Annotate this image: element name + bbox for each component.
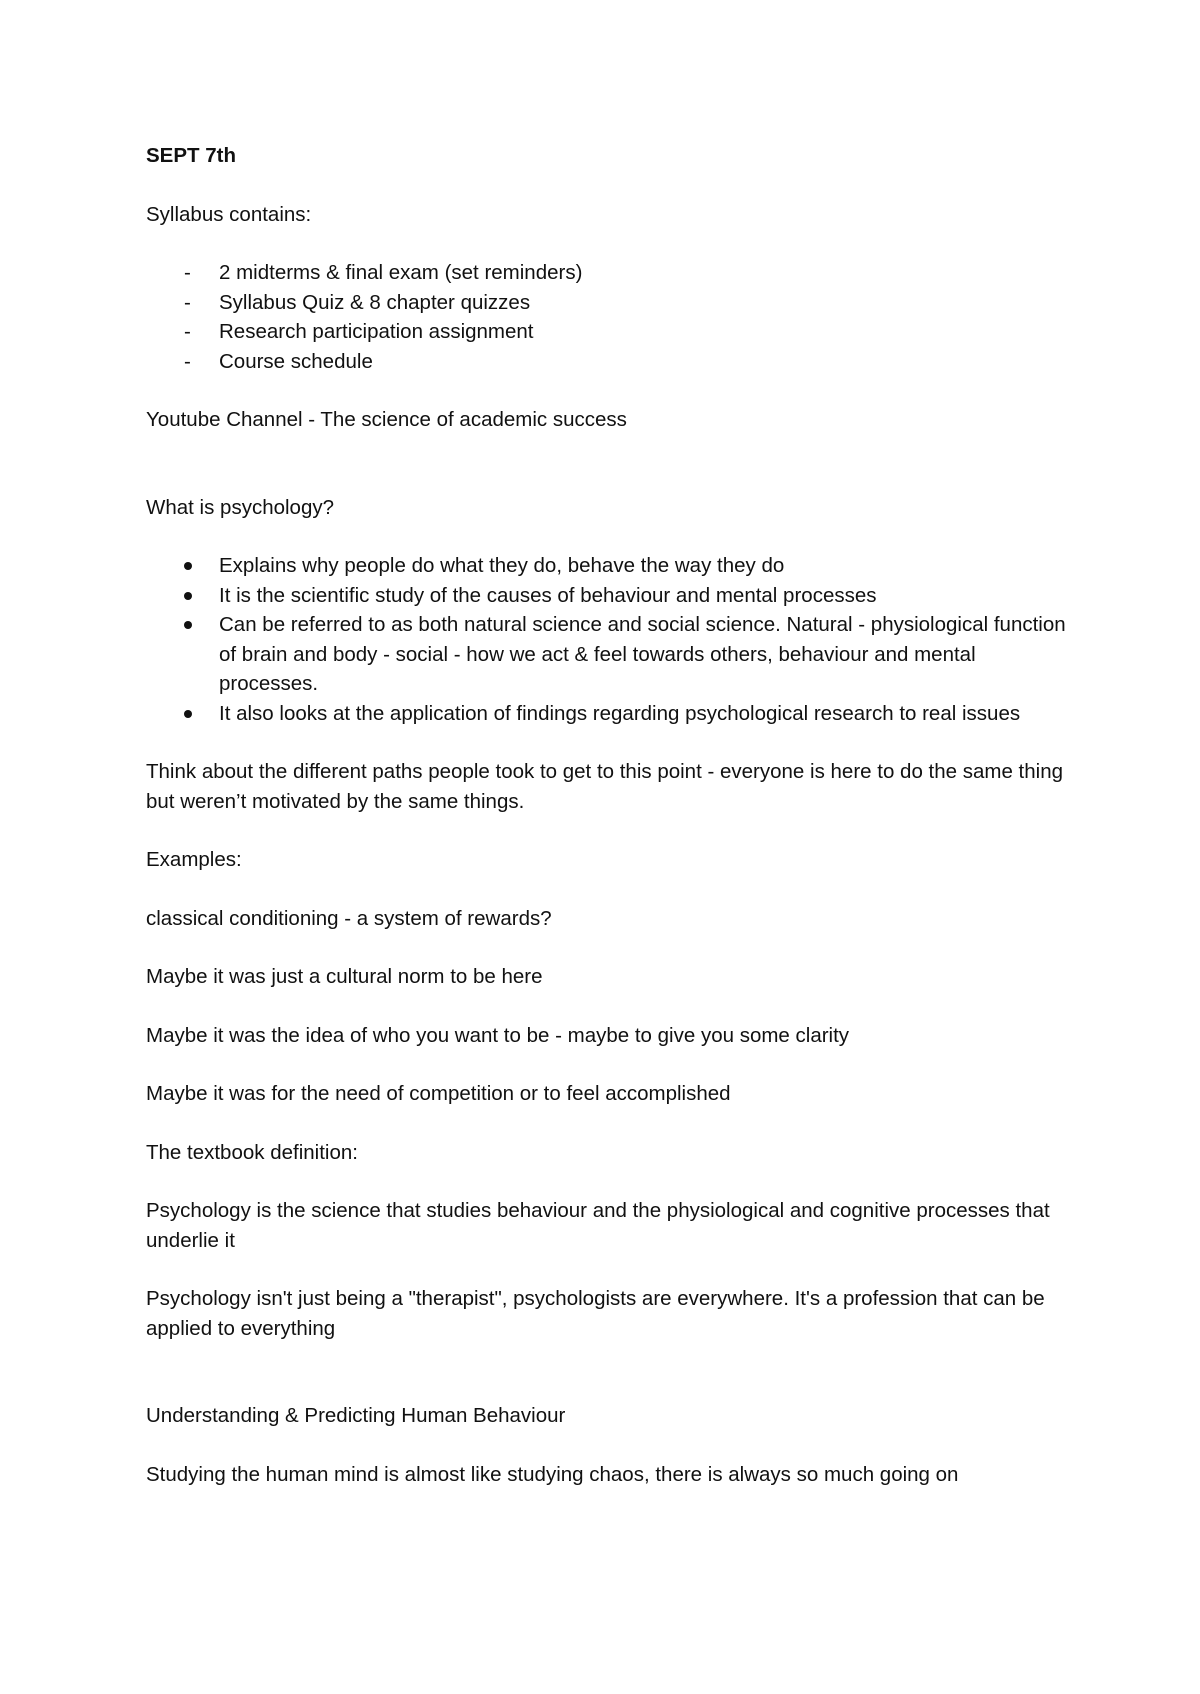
list-item-text: It also looks at the application of findings regarding psychological research to real issues (219, 701, 1021, 725)
textbook-heading: The textbook definition: (146, 1140, 358, 1164)
list-item (146, 288, 1076, 318)
youtube-line: Youtube Channel - The science of academic success (146, 408, 627, 431)
list-item (146, 581, 1076, 611)
therapist-paragraph: Psychology isn't just being a "therapist", psychologists are everywhere. It's a profession that can be applied to everything (146, 1287, 1045, 1340)
list-item (146, 347, 1076, 377)
dash-marker: - (184, 261, 191, 284)
dash-marker: - (184, 349, 191, 373)
example-line: classical conditioning - a system of rewards? (146, 906, 552, 930)
dash-marker: - (184, 290, 191, 314)
list-item (146, 317, 1076, 347)
bullet-icon (184, 562, 192, 570)
syllabus-list (146, 258, 1076, 376)
document-body (146, 141, 1076, 1489)
example-line: Maybe it was the idea of who you want to be - maybe to give you some clarity (146, 1023, 850, 1047)
bullet-icon (184, 592, 192, 600)
list-item (146, 610, 1076, 699)
list-item-text: Course schedule (219, 349, 373, 373)
list-item-text: Can be referred to as both natural science and social science. Natural - physiological function of brain and body - social - how we act & feel towards others, behaviour and mental processes. (219, 613, 1066, 695)
textbook-definition: Psychology is the science that studies behaviour and the physiological and cognitive processes that underlie it (146, 1199, 1050, 1252)
paths-paragraph: Think about the different paths people took to get to this point - everyone is here to do the same thing but weren’t motivated by the same things. (146, 760, 1064, 813)
list-item-text: 2 midterms & final exam (set reminders) (219, 261, 583, 284)
list-item (146, 258, 1076, 288)
syllabus-heading: Syllabus contains: (146, 202, 312, 226)
bullet-icon (184, 621, 192, 629)
section-heading: Understanding & Predicting Human Behaviour (146, 1404, 566, 1427)
list-item (146, 551, 1076, 581)
list-item-text: It is the scientific study of the causes of behaviour and mental processes (219, 583, 877, 607)
list-item-text: Syllabus Quiz & 8 chapter quizzes (219, 290, 531, 314)
psych-question: What is psychology? (146, 495, 335, 519)
list-item-text: Research participation assignment (219, 320, 534, 343)
page-title: SEPT 7th (146, 144, 236, 167)
bullet-icon (184, 710, 192, 718)
list-item (146, 699, 1076, 729)
examples-heading: Examples: (146, 848, 242, 871)
example-line: Maybe it was for the need of competition or to feel accomplished (146, 1082, 731, 1105)
psych-bullet-list (146, 551, 1076, 728)
chaos-paragraph: Studying the human mind is almost like studying chaos, there is always so much going on (146, 1462, 959, 1486)
example-line: Maybe it was just a cultural norm to be here (146, 965, 543, 988)
list-item-text: Explains why people do what they do, behave the way they do (219, 554, 785, 577)
dash-marker: - (184, 320, 191, 343)
